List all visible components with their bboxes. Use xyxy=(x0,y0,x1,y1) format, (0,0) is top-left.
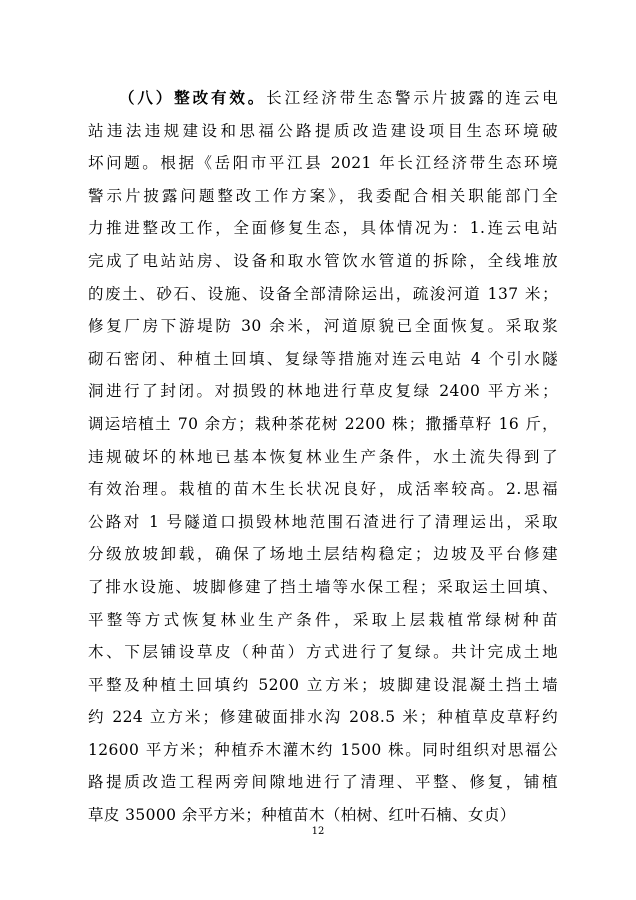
paragraph-line: 12600 平方米；种植乔木灌木约 1500 株。同时组织对思福公 xyxy=(88,740,558,759)
paragraph-line: 砌石密闭、种植土回填、复绿等措施对连云电站 4 个引水隧 xyxy=(88,349,558,368)
paragraph-line: 违规破坏的林地已基本恢复林业生产条件，水土流失得到了 xyxy=(88,447,558,466)
paragraph-line-text: 长江经济带生态警示片披露的连云电 xyxy=(266,89,559,107)
section-heading: （八）整改有效。 xyxy=(119,89,267,107)
paragraph-line: 的废土、砂石、设施、设备全部清除运出，疏浚河道 137 米； xyxy=(88,284,558,303)
paragraph-line: 警示片披露问题整改工作方案》，我委配合相关职能部门全 xyxy=(88,186,558,205)
paragraph-line xyxy=(88,82,558,115)
paragraph-line: 平整等方式恢复林业生产条件，采取上层栽植常绿树种苗 xyxy=(88,610,558,629)
paragraph-line: 公路对 1 号隧道口损毁林地范围石渣进行了清理运出，采取 xyxy=(88,512,558,531)
paragraph-line: 力推进整改工作，全面修复生态，具体情况为：1.连云电站 xyxy=(88,219,558,238)
paragraph-line: 了排水设施、坡脚修建了挡土墙等水保工程；采取运土回填、 xyxy=(88,577,558,596)
paragraph-line: 坏问题。根据《岳阳市平江县 2021 年长江经济带生态环境 xyxy=(88,154,558,173)
paragraph-line: 草皮 35000 余平方米；种植苗木（柏树、红叶石楠、女贞） xyxy=(88,806,516,825)
paragraph-line: 洞进行了封闭。对损毁的林地进行草皮复绿 2400 平方米； xyxy=(88,382,558,401)
paragraph-line: 路提质改造工程两旁间隙地进行了清理、平整、修复，铺植 xyxy=(88,773,558,792)
paragraph-line: 木、下层铺设草皮（种苗）方式进行了复绿。共计完成土地 xyxy=(88,643,558,662)
paragraph-line: 完成了电站站房、设备和取水管饮水管道的拆除，全线堆放 xyxy=(88,251,558,270)
paragraph-line: 修复厂房下游堤防 30 余米，河道原貌已全面恢复。采取浆 xyxy=(88,317,558,336)
paragraph-line: 有效治理。栽植的苗木生长状况良好，成活率较高。2.思福 xyxy=(88,480,558,499)
paragraph-line: 约 224 立方米；修建破面排水沟 208.5 米；种植草皮草籽约 xyxy=(88,708,558,727)
body-paragraph xyxy=(88,82,558,832)
paragraph-line: 调运培植土 70 余方；栽种茶花树 2200 株；撒播草籽 16 斤， xyxy=(88,414,558,433)
page-number: 12 xyxy=(311,826,325,837)
paragraph-line: 平整及种植土回填约 5200 立方米；坡脚建设混凝土挡土墙 xyxy=(88,675,558,694)
paragraph-line: 站违法违规建设和思福公路提质改造建设项目生态环境破 xyxy=(88,121,558,140)
paragraph-line: 分级放坡卸载，确保了场地土层结构稳定；边坡及平台修建 xyxy=(88,545,558,564)
